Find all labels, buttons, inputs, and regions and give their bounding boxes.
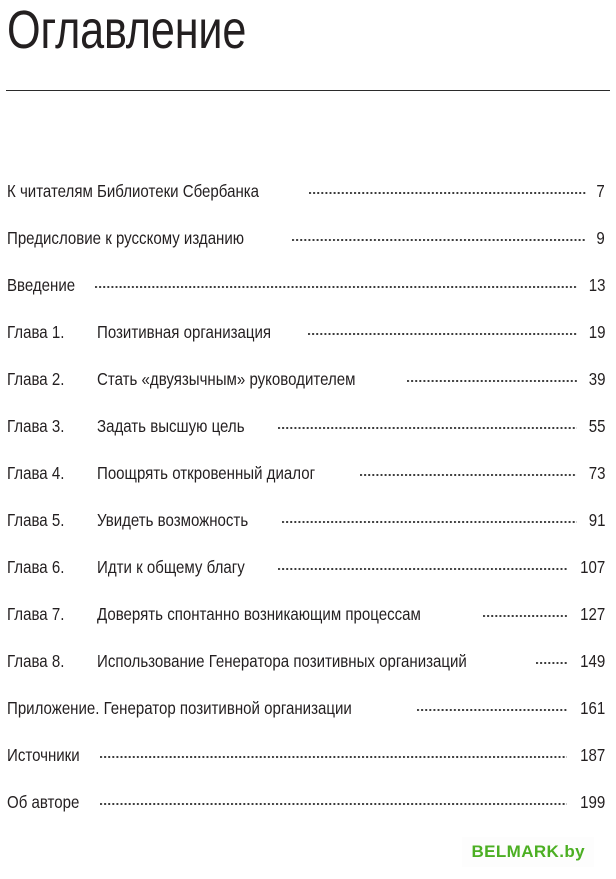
toc-entry-title: Предисловие к русскому изданию (7, 228, 245, 248)
toc-entry-title: Использование Генератора позитивных организаций (97, 651, 467, 671)
toc-leader-dots (407, 369, 577, 385)
toc-entry[interactable] (0, 181, 616, 228)
toc-entry[interactable] (0, 322, 616, 369)
toc-entry-title: Введение (7, 275, 76, 295)
toc-entry-label: Глава 2. (7, 369, 65, 389)
page-title: Оглавление (7, 0, 247, 60)
toc-leader-dots (308, 322, 576, 338)
toc-entry-title: Задать высшую цель (97, 416, 245, 436)
toc-entry-label: Глава 4. (7, 463, 65, 483)
toc-entry-title: Позитивная организация (97, 322, 272, 342)
toc-entry-label: Глава 6. (7, 557, 65, 577)
toc-entry-page-number: 107 (579, 557, 605, 577)
toc-entry-label: Глава 1. (7, 322, 65, 342)
toc-leader-dots (95, 275, 576, 291)
toc-leader-dots (536, 651, 567, 667)
toc-entry-title: Стать «двуязычным» руководителем (97, 369, 356, 389)
toc-entry-list (0, 181, 616, 839)
toc-entry-page-number: 7 (596, 181, 605, 201)
toc-entry[interactable] (0, 604, 616, 651)
toc-entry[interactable] (0, 463, 616, 510)
toc-entry-title: Увидеть возможность (97, 510, 249, 530)
toc-leader-dots (309, 181, 586, 197)
toc-leader-dots (278, 416, 577, 432)
toc-leader-dots (483, 604, 567, 620)
toc-leader-dots (360, 463, 577, 479)
toc-entry-page-number: 55 (588, 416, 605, 436)
toc-leader-dots (292, 228, 587, 244)
toc-entry-page-number: 9 (596, 228, 605, 248)
toc-entry-title: К читателям Библиотеки Сбербанка (7, 181, 260, 201)
toc-entry-title: Идти к общему благу (97, 557, 245, 577)
toc-leader-dots (100, 792, 567, 808)
toc-entry-page-number: 187 (579, 745, 605, 765)
toc-entry-title: Приложение. Генератор позитивной организации (7, 698, 352, 718)
toc-entry-title: Источники (7, 745, 80, 765)
toc-entry-page-number: 91 (588, 510, 605, 530)
toc-leader-dots (278, 557, 567, 573)
toc-entry[interactable] (0, 416, 616, 463)
toc-entry[interactable] (0, 275, 616, 322)
toc-leader-dots (417, 698, 567, 714)
toc-leader-dots (100, 745, 566, 761)
toc-entry-page-number: 161 (579, 698, 605, 718)
toc-entry-page-number: 73 (588, 463, 605, 483)
toc-entry[interactable] (0, 792, 616, 839)
toc-entry-title: Поощрять откровенный диалог (97, 463, 316, 483)
toc-entry-label: Глава 5. (7, 510, 65, 530)
toc-entry[interactable] (0, 228, 616, 275)
toc-entry-label: Глава 8. (7, 651, 65, 671)
toc-entry-label: Глава 3. (7, 416, 65, 436)
toc-entry-label: Глава 7. (7, 604, 65, 624)
toc-leader-dots (282, 510, 577, 526)
toc-entry-page-number: 19 (588, 322, 605, 342)
toc-entry-page-number: 39 (588, 369, 605, 389)
toc-entry-title: Об авторе (7, 792, 80, 812)
title-divider (6, 90, 610, 91)
toc-entry-title: Доверять спонтанно возникающим процессам (97, 604, 421, 624)
toc-entry-page-number: 127 (579, 604, 605, 624)
watermark: BELMARK.by (462, 837, 594, 867)
toc-entry[interactable] (0, 510, 616, 557)
toc-entry[interactable] (0, 651, 616, 698)
toc-entry-page-number: 199 (579, 792, 605, 812)
toc-entry[interactable] (0, 745, 616, 792)
toc-entry-page-number: 149 (579, 651, 605, 671)
toc-entry[interactable] (0, 369, 616, 416)
toc-entry[interactable] (0, 698, 616, 745)
toc-entry-page-number: 13 (588, 275, 605, 295)
toc-entry[interactable] (0, 557, 616, 604)
